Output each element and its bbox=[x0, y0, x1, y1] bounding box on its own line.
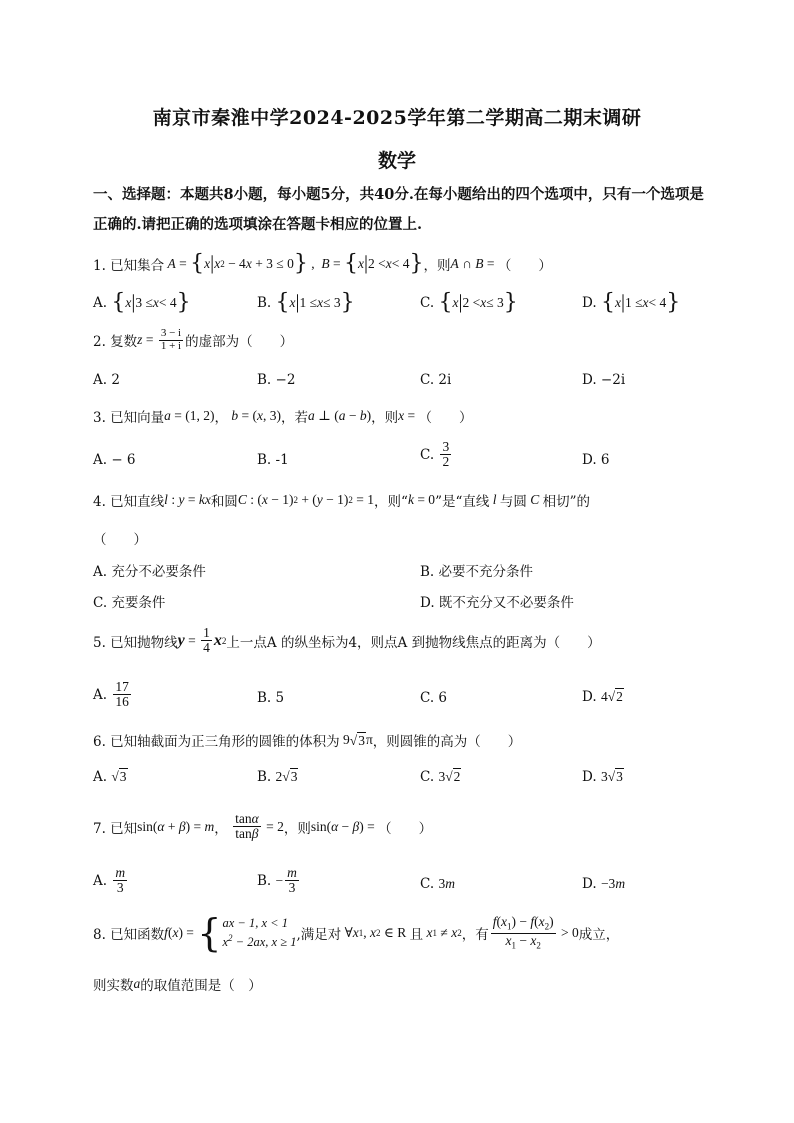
q7-option-a[interactable]: A. $\frac{m}{3}$ bbox=[93, 865, 126, 896]
question-4: 4. 已知直线 l : y = kx 和圆 C : ( x − 1) 2 + ( y − 1) 2 = 1 ，则“ k = 0 ”是“直线 l 与圆 C 相切”的 bbox=[93, 492, 591, 510]
q6-option-d[interactable]: D. 3 √ 3 bbox=[582, 768, 623, 785]
q1-option-a[interactable]: A. { x | 3 ≤ x < 4 } bbox=[93, 289, 191, 315]
q2-option-c[interactable]: C. 2i bbox=[420, 372, 452, 388]
q6-option-b[interactable]: B. 2 √ 3 bbox=[257, 768, 298, 785]
q3-option-a[interactable]: A. − 6 bbox=[93, 452, 136, 468]
q5-option-b[interactable]: B. 5 bbox=[257, 690, 285, 706]
q4-option-a[interactable]: A. 充分不必要条件 bbox=[93, 564, 206, 580]
q1-option-c[interactable]: C. { x | 2 < x ≤ 3 } bbox=[420, 289, 518, 315]
q3-option-b[interactable]: B. -1 bbox=[257, 452, 289, 468]
subject-title: 数学 bbox=[377, 150, 416, 172]
q5-option-a[interactable]: A. $\frac{17}{16}$ bbox=[93, 679, 129, 710]
q4-option-c[interactable]: C. 充要条件 bbox=[93, 595, 166, 611]
question-3: 3. 已知向量 a = (1, 2) ， b = ( x , 3) ，若 a ⊥ ( a − b ) ，则 x = （ ） bbox=[93, 408, 473, 426]
q1-option-d[interactable]: D. { x | 1 ≤ x < 4 } bbox=[582, 289, 681, 315]
q1-stem: 1. 已知集合 bbox=[93, 257, 165, 274]
question-2: 2. 复数 z = $\frac{3 - i}{1 + i}$ 的虚部为（ ） bbox=[93, 327, 294, 352]
question-7: 7. 已知 sin( α + β ) = m ， $\frac{\tan\alpha}{\tan\beta}$ = 2 ，则 sin( α − β ) = （ ） bbox=[93, 811, 433, 842]
page-title: 南京市秦淮中学2024-2025学年第二学期高二期末调研 bbox=[152, 107, 642, 129]
q7-option-d[interactable]: D. −3 m bbox=[582, 876, 626, 892]
q4-option-d[interactable]: D. 既不充分又不必要条件 bbox=[420, 595, 574, 611]
q1-set-b: B bbox=[321, 255, 330, 271]
q5-option-d[interactable]: D. 4 √ 2 bbox=[582, 688, 623, 705]
q2-option-a[interactable]: A. 2 bbox=[93, 372, 120, 388]
question-8: 8. 已知函数 f ( x ) = { ax − 1, x < 1 $x^2 - 2ax$, x ≥ 1 ,满足对 ∀ x 1 , x 2 ∈ R 且 x 1 ≠ x 2 ，有 $\frac{f(x_1) - f(x_2)}{x_1 - x_2}$ > 0 成立， bbox=[93, 911, 620, 955]
section-header: 一、选择题：本题共8小题，每小题5分，共40分.在每小题给出的四个选项中，只有一个选项是正确的.请把正确的选项填涂在答题卡相应的位置上. bbox=[93, 186, 704, 233]
q3-option-d[interactable]: D. 6 bbox=[582, 452, 610, 468]
question-5: 5. 已知抛物线 y = $\frac{1}{4}$ x 2 上一点A 的纵坐标为4，则点A 到抛物线焦点的距离为（ ） bbox=[93, 625, 601, 656]
question-1: 1. 已知集合 A = { x | x 2 − 4 x + 3 ≤ 0 } , B = { x | 2 < x < 4 } ，则 A ∩ B = （ ） bbox=[93, 250, 552, 276]
q2-option-d[interactable]: D. −2i bbox=[582, 372, 626, 388]
q3-option-c[interactable]: C. $\frac{3}{2}$ bbox=[420, 439, 450, 470]
question-6: 6. 已知轴截面为正三角形的圆锥的体积为 9 √ 3 π ，则圆锥的高为（ ） bbox=[93, 732, 522, 750]
q4-answer-paren: （ ） bbox=[93, 532, 147, 548]
q6-option-a[interactable]: A. √ 3 bbox=[93, 768, 127, 785]
q6-option-c[interactable]: C. 3 √ 2 bbox=[420, 768, 461, 785]
q1-option-b[interactable]: B. { x | 1 ≤ x ≤ 3 } bbox=[257, 289, 355, 315]
q4-option-b[interactable]: B. 必要不充分条件 bbox=[420, 564, 534, 580]
q7-option-b[interactable]: B. − $\frac{m}{3}$ bbox=[257, 865, 297, 896]
q1-set-a: A bbox=[164, 255, 176, 271]
q7-option-c[interactable]: C. 3 m bbox=[420, 876, 455, 892]
q2-option-b[interactable]: B. −2 bbox=[257, 372, 296, 388]
q5-option-c[interactable]: C. 6 bbox=[420, 690, 448, 706]
question-8-line-2: 则实数 a 的取值范围是（ ） bbox=[93, 976, 262, 994]
